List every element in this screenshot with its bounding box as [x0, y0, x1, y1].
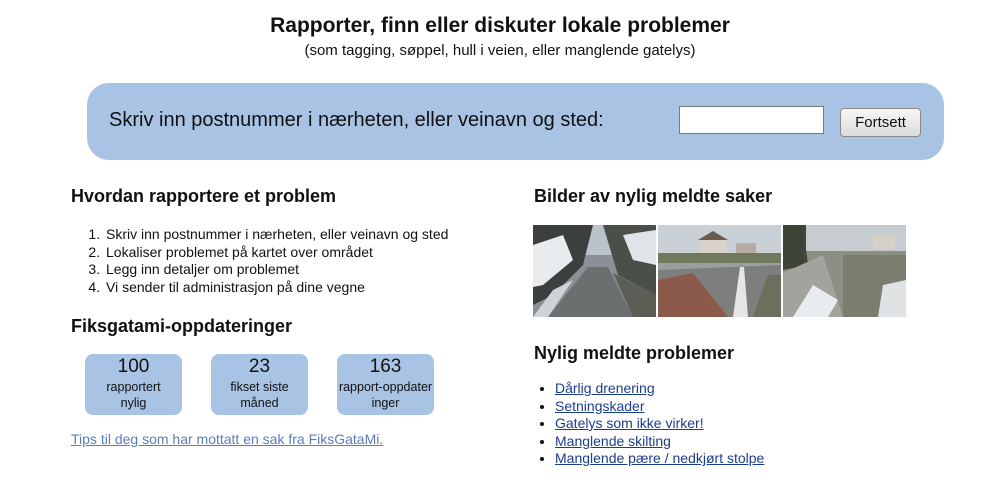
howto-step: 3. Legg inn detaljer om problemet — [104, 261, 448, 279]
updates-heading: Fiksgatami-oppdateringer — [71, 316, 293, 336]
stat-label: rapport-oppdateringer — [338, 380, 433, 410]
recent-problem-link[interactable]: Manglende skilting — [555, 432, 671, 449]
page-subtitle: (som tagging, søppel, hull i veien, eller manglende gatelys) — [304, 42, 696, 59]
page-title: Rapporter, finn eller diskuter lokale problemer — [270, 14, 730, 37]
road-photo-image — [783, 225, 906, 317]
howto-heading: Hvordan rapportere et problem — [71, 186, 337, 206]
continue-button[interactable]: Fortsett — [840, 108, 921, 137]
road-photo-image — [533, 225, 656, 317]
stat-reported — [85, 354, 182, 415]
recent-problem-link[interactable]: Manglende pære / nedkjørt stolpe — [555, 450, 765, 466]
report-photo-1[interactable] — [533, 225, 656, 317]
stat-fixed — [211, 354, 308, 415]
photos-heading: Bilder av nylig meldte saker — [534, 186, 773, 206]
list-item — [555, 398, 764, 416]
list-item — [555, 415, 764, 433]
recent-problem-link[interactable]: Gatelys som ikke virker! — [555, 415, 704, 431]
howto-steps — [70, 226, 448, 296]
street-photo-image — [658, 225, 781, 317]
recent-problem-link[interactable]: Setningskader — [555, 397, 645, 414]
howto-step: 1. Skriv inn postnummer i nærheten, eller veinavn og sted — [104, 226, 448, 244]
recent-problem-link[interactable]: Dårlig drenering — [555, 380, 655, 396]
search-label: Skriv inn postnummer i nærheten, eller veinavn og sted: — [109, 109, 604, 131]
recent-problems-list — [536, 380, 764, 468]
stat-label: rapportert nylig — [106, 380, 161, 410]
list-item — [555, 450, 764, 468]
stat-updates — [337, 354, 434, 415]
list-item — [555, 380, 764, 398]
stat-number: 100 — [117, 356, 150, 377]
stat-number: 163 — [369, 356, 402, 377]
report-photo-3[interactable] — [783, 225, 906, 317]
howto-step: 2. Lokaliser problemet på kartet over området — [104, 244, 448, 262]
stat-label: fikset siste måned — [230, 380, 289, 410]
report-photo-2[interactable] — [658, 225, 781, 317]
howto-step: 4. Vi sender til administrasjon på dine vegne — [104, 279, 448, 297]
stat-number: 23 — [248, 356, 271, 377]
search-panel — [87, 83, 944, 160]
tips-link[interactable]: Tips til deg som har mottatt en sak fra FiksGataMi. — [71, 431, 384, 447]
recent-heading: Nylig meldte problemer — [534, 343, 735, 363]
list-item — [555, 433, 764, 451]
search-input[interactable] — [679, 106, 824, 134]
